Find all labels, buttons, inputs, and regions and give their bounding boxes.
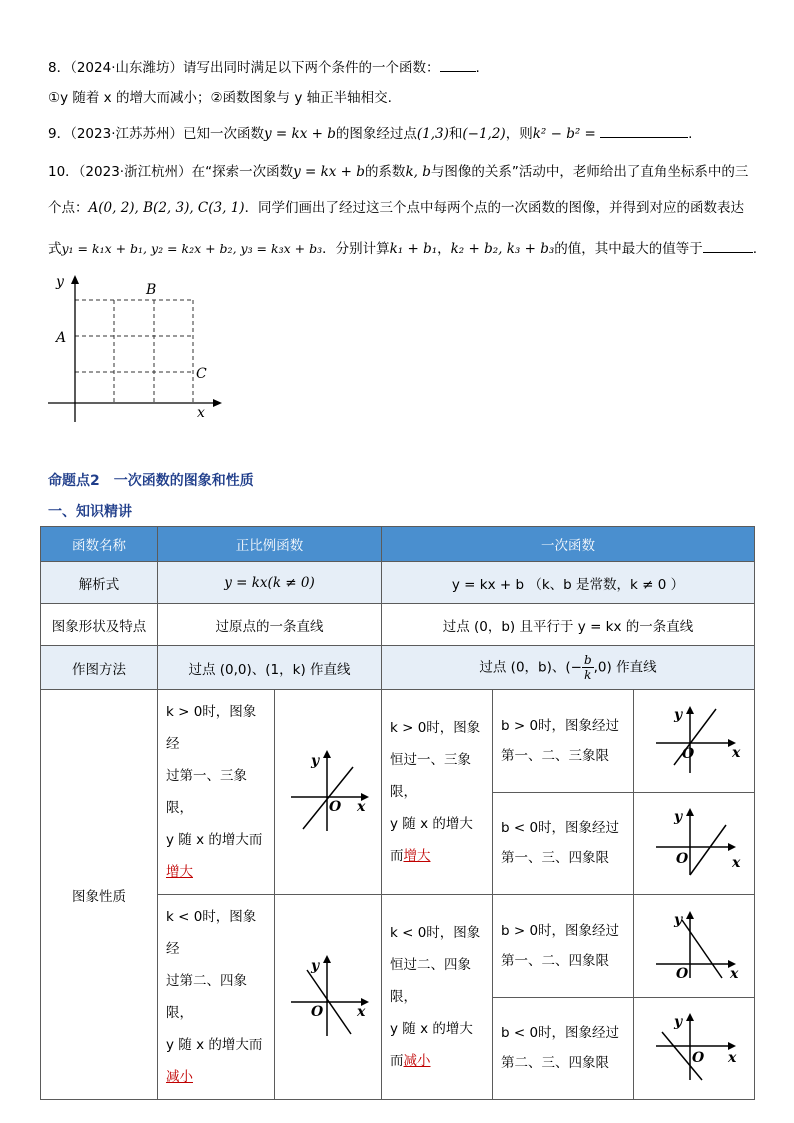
q8-text: 8．（2024·山东潍坊）请写出同时满足以下两个条件的一个函数： <box>48 60 440 76</box>
row-label-formula: 解析式 <box>41 562 158 604</box>
q10-text-a: 10．（2023·浙江杭州）在“探索一次函数 <box>48 164 294 180</box>
text: k < 0时，图象经 <box>166 909 257 957</box>
prop-negative-text <box>158 895 275 1100</box>
text: 而 <box>390 1053 404 1069</box>
q10-points-label: 个点： <box>48 200 89 216</box>
table-header-row <box>41 527 755 562</box>
q9-text-a: 9．（2023·江苏苏州）已知一次函数 <box>48 126 264 142</box>
case-k-neg-b-neg <box>493 997 634 1100</box>
q9-answer-blank[interactable] <box>600 137 688 138</box>
axis-x-label: x <box>357 799 366 815</box>
text: k > 0时，图象经 <box>166 704 257 752</box>
q8-answer-blank[interactable] <box>440 71 476 72</box>
axis-x-label: x <box>357 1004 366 1020</box>
text: 过第一、三象限， <box>166 768 247 816</box>
text: 第一、二、三象限 <box>501 747 609 764</box>
text: 第二、三、四象限 <box>501 1055 609 1072</box>
q9-point-1: (1,3) <box>416 126 449 142</box>
case-k-pos-b-pos <box>493 690 634 793</box>
row-label-method: 作图方法 <box>41 646 158 690</box>
q8-conditions: ①y 随着 x 的增大而减小；②函数图象与 y 轴正半轴相交. <box>48 90 392 106</box>
linear-method <box>382 646 755 690</box>
grid-point-A-label: A <box>56 330 67 346</box>
text: y 随 x 的增大而 <box>166 832 263 848</box>
axis-x-label: x <box>730 965 739 980</box>
text: y 随 x 的增大 <box>390 1021 473 1037</box>
fraction-numerator: b <box>583 653 592 667</box>
decrease-keyword: 减小 <box>403 1053 431 1069</box>
graph-k-pos-b-neg <box>644 805 744 877</box>
q10-text-e: 式 <box>48 241 62 257</box>
q9-formula: y = kx + b <box>264 126 336 142</box>
text: 恒过一、三象限， <box>390 752 471 800</box>
axis-x-label: x <box>732 855 741 872</box>
prop-formula: y = kx(k ≠ 0) <box>158 562 382 604</box>
axis-y-label: y <box>674 1014 683 1031</box>
text: 而 <box>390 848 404 864</box>
row-label-properties: 图象性质 <box>41 690 158 1100</box>
grid-y-label: y <box>56 274 64 290</box>
q10-text-d: ．同学们画出了经过这三个点中每两个点的一次函数的图像，并得到对应的函数表达 <box>244 200 745 216</box>
text: y 随 x 的增大 <box>390 816 473 832</box>
prop-negative-graph <box>275 895 382 1100</box>
text: b < 0时，图象经过 <box>501 820 620 837</box>
graph-cell <box>634 792 755 895</box>
section-title: 命题点2 一次函数的图象和性质 <box>48 473 254 489</box>
q10-line2 <box>48 196 744 216</box>
prop-positive-graph <box>275 690 382 895</box>
graph-k-neg-b-pos <box>644 908 744 980</box>
q10-period: . <box>752 241 758 257</box>
linear-negative-text <box>382 895 493 1100</box>
knowledge-table <box>40 526 755 1100</box>
q10-answer-blank[interactable] <box>703 252 753 253</box>
axis-y-label: y <box>674 809 683 826</box>
q10-formulas: y₁ = k₁x + b₁, y₂ = k₂x + b₂, y₃ = k₃x + b₃ <box>61 241 323 256</box>
q10-text-f: ．分别计算 <box>322 241 390 257</box>
graph-prop-increasing <box>283 745 373 835</box>
decrease-keyword: 减小 <box>166 1069 193 1085</box>
prop-shape: 过原点的一条直线 <box>158 604 382 646</box>
q9-and: 和 <box>448 126 463 142</box>
text: b > 0时，图象经过 <box>501 717 620 734</box>
graph-k-neg-b-neg <box>644 1010 744 1082</box>
q8-line2 <box>48 86 392 106</box>
q10-text-c: 与图像的关系”活动中，老师给出了直角坐标系中的三 <box>430 164 749 180</box>
text: y 随 x 的增大而 <box>166 1037 263 1053</box>
text: b > 0时，图象经过 <box>501 922 620 939</box>
case-k-pos-b-neg <box>493 792 634 895</box>
section-subtitle: 一、知识精讲 <box>48 504 132 520</box>
linear-positive-text <box>382 690 493 895</box>
text: k > 0时，图象 <box>390 720 481 736</box>
graph-cell <box>634 895 755 998</box>
axis-y-label: y <box>674 706 683 723</box>
q10-formula: y = kx + b <box>293 164 365 180</box>
axis-origin-label: O <box>676 965 689 980</box>
text: b < 0时，图象经过 <box>501 1025 620 1042</box>
axis-origin-label: O <box>311 1004 324 1020</box>
q9-expression: k² − b² = <box>532 126 596 142</box>
q10-grid-figure <box>44 272 234 422</box>
prop-method: 过点 (0,0)、(1，k) 作直线 <box>158 646 382 690</box>
q9-line <box>48 122 692 142</box>
prop-positive-text <box>158 690 275 895</box>
increase-keyword: 增大 <box>403 848 431 864</box>
axis-origin-label: O <box>676 851 689 868</box>
q10-line3 <box>48 237 757 257</box>
table-row <box>41 690 755 793</box>
grid-point-C-label: C <box>196 366 207 382</box>
axis-origin-label: O <box>329 799 342 815</box>
fraction-denominator: k <box>584 668 592 682</box>
q10-text-b: 的系数 <box>364 164 406 180</box>
header-proportional: 正比例函数 <box>158 527 382 562</box>
q9-text-c: ，则 <box>505 126 533 142</box>
q9-text-b: 的图象经过点 <box>335 126 417 142</box>
linear-method-b: ,0) 作直线 <box>593 659 657 676</box>
increase-keyword: 增大 <box>166 864 193 880</box>
grid-point-B-label: B <box>146 282 157 298</box>
row-label-shape: 图象形状及特点 <box>41 604 158 646</box>
q10-comma: ， <box>437 241 451 257</box>
axis-y-label: y <box>311 958 320 974</box>
q10-sums: k₂ + b₂, k₃ + b₃ <box>450 241 555 257</box>
axis-y-label: y <box>311 753 320 769</box>
q10-kb: k, b <box>405 164 431 180</box>
case-k-neg-b-pos <box>493 895 634 998</box>
q10-points: A(0, 2), B(2, 3), C(3, 1) <box>88 200 245 216</box>
q10-line1 <box>48 160 748 180</box>
grid-x-label: x <box>197 405 205 421</box>
linear-shape: 过点 (0，b) 且平行于 y = kx 的一条直线 <box>382 604 755 646</box>
text: 第一、三、四象限 <box>501 850 609 867</box>
graph-cell <box>634 690 755 793</box>
text: 恒过二、四象限， <box>390 957 471 1005</box>
header-function-name: 函数名称 <box>41 527 158 562</box>
axis-x-label: x <box>728 1050 737 1067</box>
q8-period: . <box>475 60 480 76</box>
table-row <box>41 646 755 690</box>
axis-origin-label: O <box>692 1050 705 1067</box>
graph-prop-decreasing <box>283 950 373 1040</box>
q10-text-g: 的值，其中最大的值等于 <box>554 241 703 257</box>
axis-x-label: x <box>732 744 741 761</box>
linear-method-a: 过点 (0，b)、(− <box>479 659 582 676</box>
q10-sum1: k₁ + b₁ <box>389 241 438 257</box>
q9-period: . <box>688 126 693 142</box>
q9-point-2: (−1,2) <box>462 126 506 142</box>
axis-y-label: y <box>674 911 683 928</box>
graph-cell <box>634 997 755 1100</box>
linear-formula: y = kx + b （k、b 是常数，k ≠ 0 ） <box>382 562 755 604</box>
text: 过第二、四象限， <box>166 973 247 1021</box>
table-row <box>41 604 755 646</box>
header-linear: 一次函数 <box>382 527 755 562</box>
table-row <box>41 562 755 604</box>
q8-line1 <box>48 56 480 76</box>
graph-k-pos-b-pos <box>644 703 744 775</box>
axis-origin-label: O <box>682 745 695 762</box>
text: k < 0时，图象 <box>390 925 481 941</box>
text: 第一、二、四象限 <box>501 952 609 969</box>
